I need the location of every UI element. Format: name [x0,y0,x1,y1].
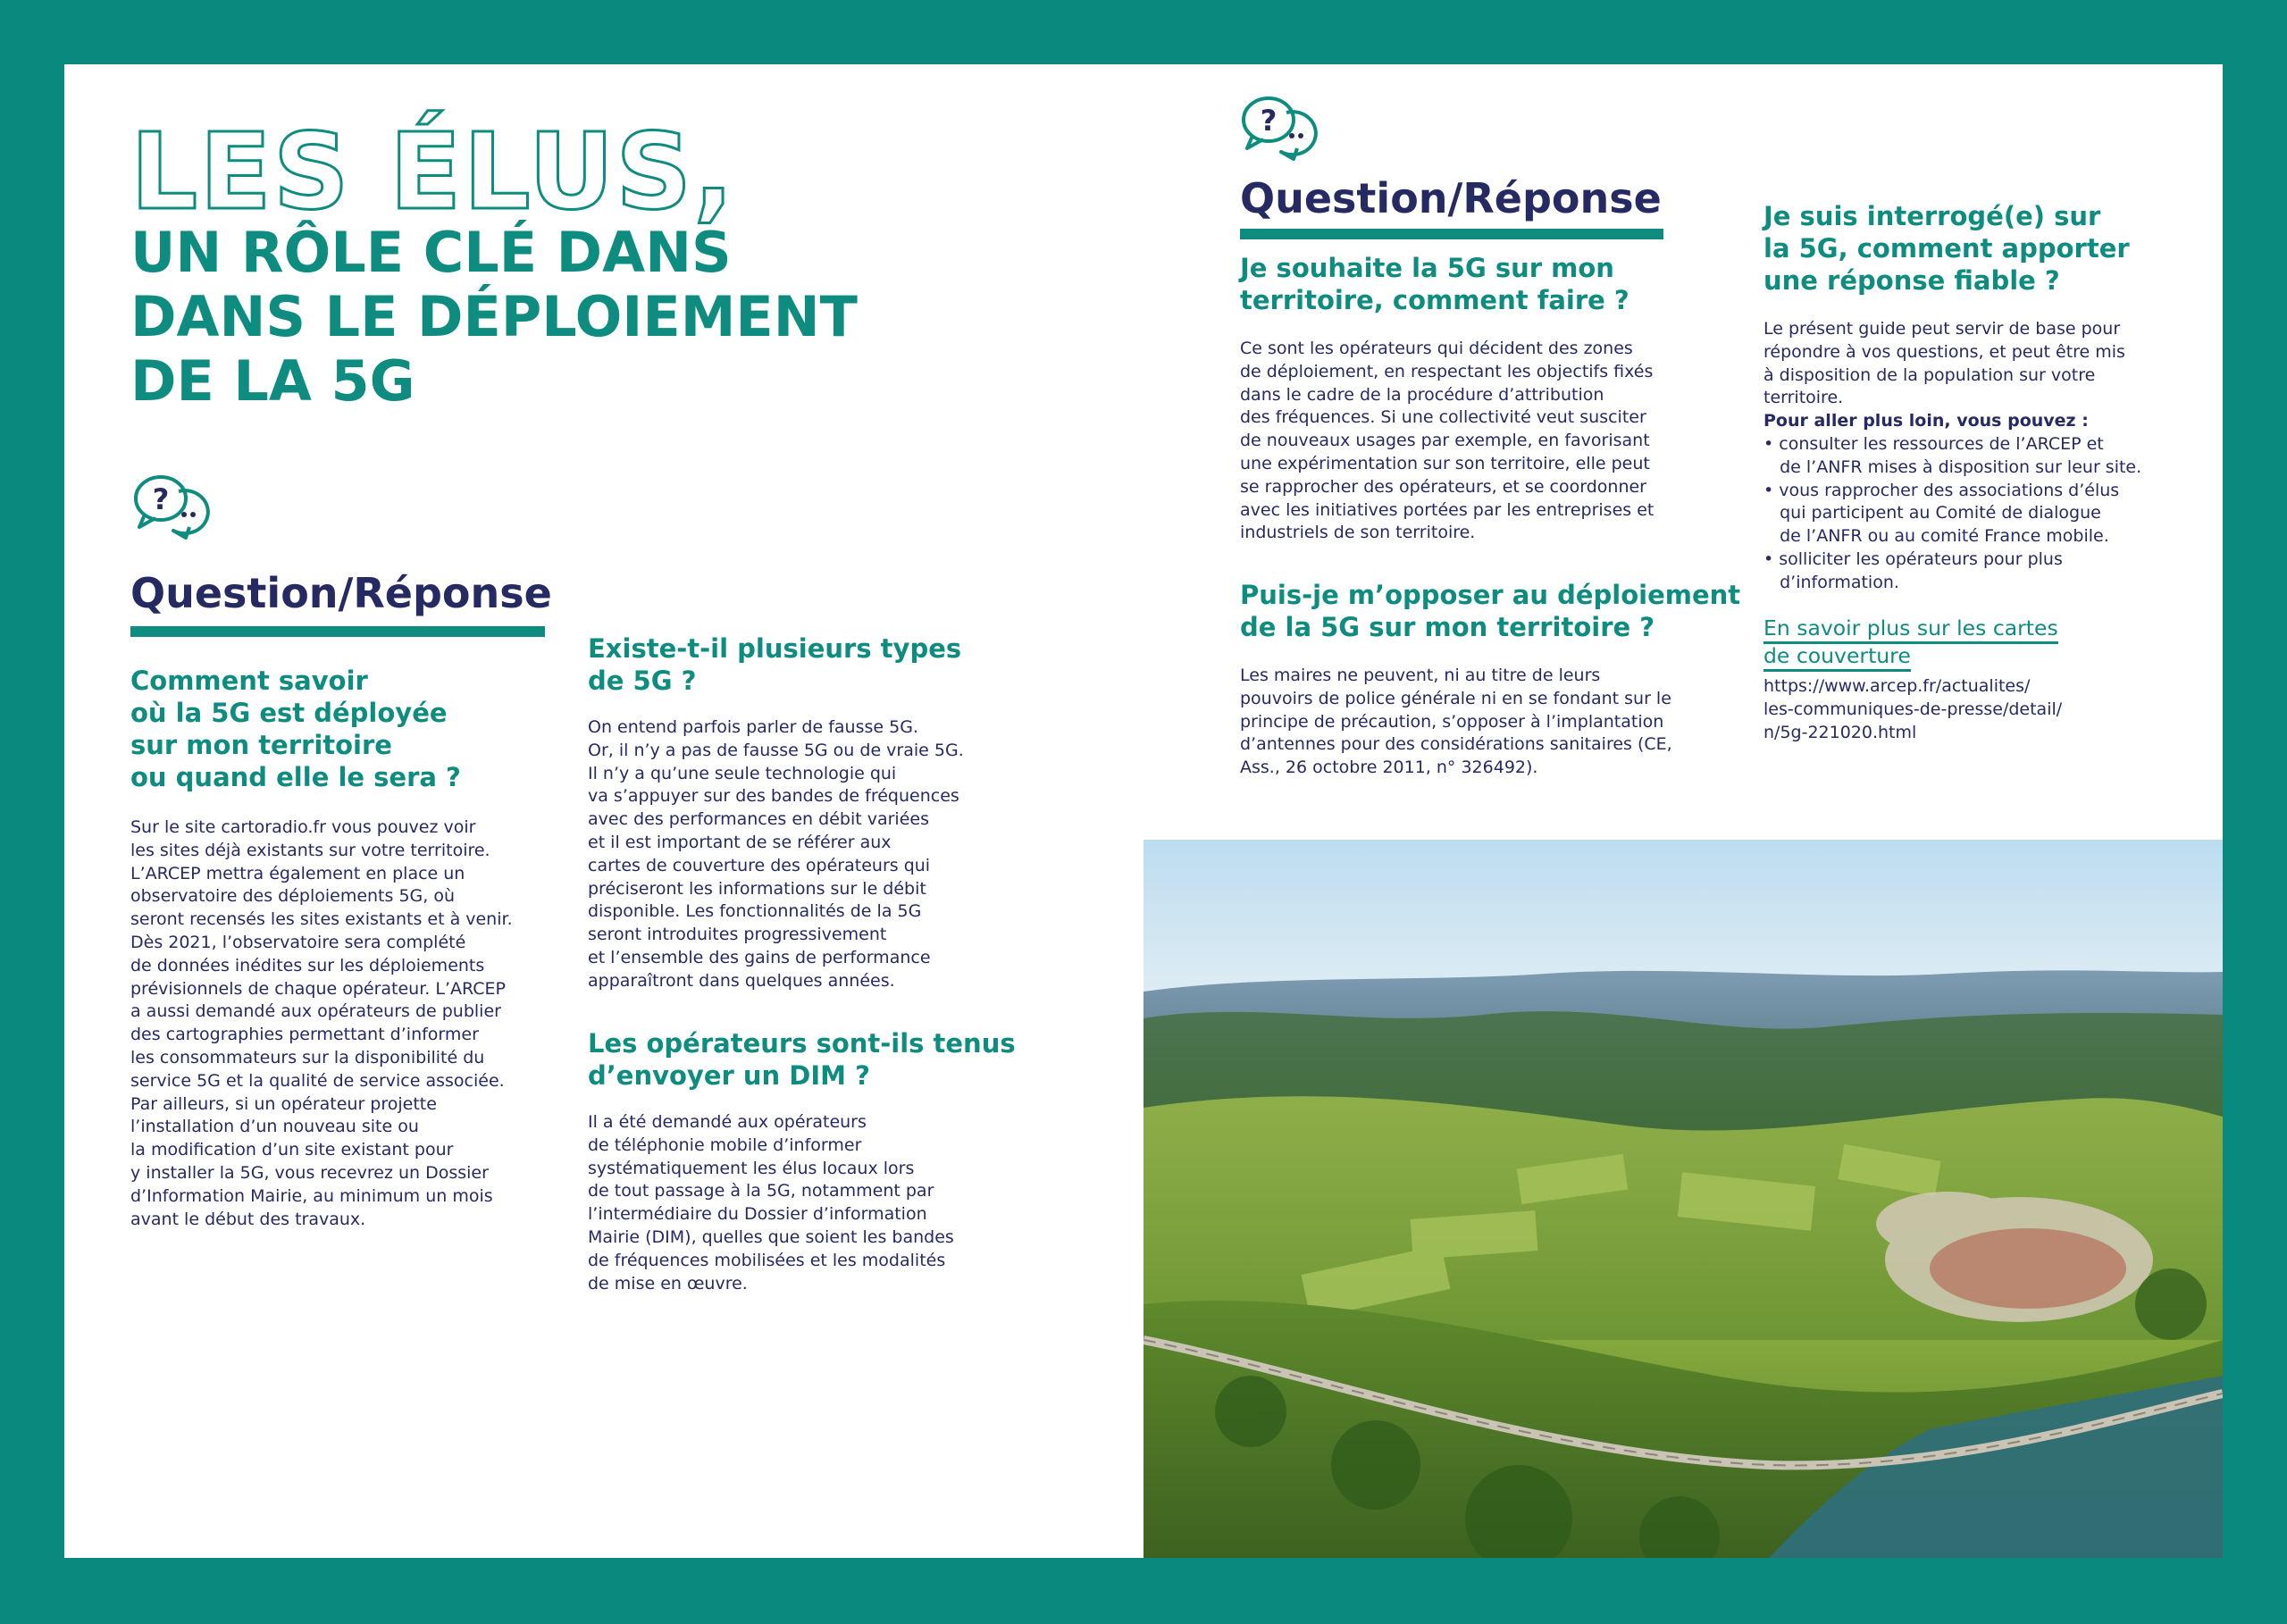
question-title [1240,579,1740,643]
answer-line: cartes de couverture des opérateurs qui [588,855,931,875]
link-line[interactable]: En savoir plus sur les cartes [1763,615,2058,644]
bullet-line: • vous rapprocher des associations d’élus [1763,480,2120,500]
question-line: de 5G ? [588,666,697,696]
answer-line: Or, il n’y a pas de fausse 5G ou de vraie 5G. [588,740,964,760]
answer-text [130,816,513,1231]
more-label-text: Pour aller plus loin, vous pouvez : [1763,411,2089,431]
answer-line: d’Information Mairie, au minimum un mois [130,1185,493,1206]
answer-line: se rapprocher des opérateurs, et se coordonner [1240,476,1646,497]
bullet-line: • solliciter les opérateurs pour plus [1763,548,2063,569]
url-line[interactable]: les-communiques-de-presse/detail/ [1763,699,2063,719]
section-heading-right: Question/Réponse [1240,174,1662,222]
answer-line: de nouveaux usages par exemple, en favorisant [1240,431,1650,451]
answer-line: Il a été demandé aux opérateurs [588,1112,867,1132]
bullet-line: de l’ANFR mises à disposition sur leur site. [1763,456,2142,477]
heading-underline [1240,229,1663,239]
question-line: Comment savoir [130,666,368,696]
answer-text [1763,318,2141,595]
question-chat-bubbles-icon [130,472,211,540]
answer-line: disponible. Les fonctionnalités de la 5G [588,901,922,922]
answer-line: les sites déjà existants sur votre territoire. [130,840,490,860]
answer-line: avant le début des travaux. [130,1209,366,1229]
answer-line: l’intermédiaire du Dossier d’information [588,1204,927,1225]
url-line[interactable]: https://www.arcep.fr/actualites/ [1763,676,2031,696]
answer-line: préciseront les informations sur le débit [588,878,926,899]
answer-line: On entend parfois parler de fausse 5G. [588,717,918,737]
answer-line: de téléphonie mobile d’informer [588,1134,862,1155]
bullet-line: d’information. [1763,572,1899,592]
title-line: DE LA 5G [130,348,415,414]
url-line[interactable]: n/5g-221020.html [1763,722,1917,742]
answer-text [1240,338,1654,545]
question-title [588,1027,1016,1092]
question-title [588,632,961,697]
answer-line: systématiquement les élus locaux lors [588,1158,915,1178]
title-outline-text: LES ÉLUS, [130,110,736,233]
answer-line: et il est important de se référer aux [588,832,892,852]
title-line: DANS LE DÉPLOIEMENT [130,284,858,349]
question-line: Les opérateurs sont-ils tenus [588,1028,1016,1059]
answer-line: y installer la 5G, vous recevrez un Dossier [130,1162,489,1183]
question-line: ou quand elle le sera ? [130,762,461,792]
answer-line: observatoire des déploiements 5G, où [130,886,456,907]
question-line: la 5G, comment apporter [1763,233,2130,264]
answer-line: seront introduites progressivement [588,925,887,945]
question-line: sur mon territoire [130,730,392,760]
svg-text:?: ? [152,482,170,516]
question-line: Je souhaite la 5G sur mon [1240,253,1614,283]
link-line[interactable]: de couverture [1763,643,1911,672]
aerial-landscape-photo [1144,840,2223,1558]
bullet-line: qui participent au Comité de dialogue [1763,503,2101,523]
question-line: de la 5G sur mon territoire ? [1240,612,1655,642]
answer-line: territoire. [1763,388,1844,408]
title-main [130,221,858,414]
question-line: d’envoyer un DIM ? [588,1060,870,1091]
answer-line: d’antennes pour des considérations sanitaires (CE, [1240,734,1672,755]
answer-line: des fréquences. Si une collectivité veut susciter [1240,407,1646,428]
heading-underline [130,626,545,637]
answer-line: des cartographies permettant d’informer [130,1025,479,1045]
answer-line: de données inédites sur les déploiements [130,955,485,975]
answer-line: industriels de son territoire. [1240,523,1476,543]
answer-line: de mise en œuvre. [588,1273,748,1293]
answer-line: Mairie (DIM), quelles que soient les bandes [588,1226,954,1247]
answer-line: apparaîtront dans quelques années. [588,970,895,991]
title-line: UN RÔLE CLÉ DANS [130,220,732,285]
answer-line: principe de précaution, s’opposer à l’implantation [1240,711,1664,732]
landscape-illustration [1144,840,2223,1558]
question-line: Puis-je m’opposer au déploiement [1240,580,1741,610]
answer-line: Il n’y a qu’une seule technologie qui [588,763,897,783]
answer-text [588,716,964,993]
question-line: une réponse fiable ? [1763,265,2060,296]
answer-line: seront recensés les sites existants et à venir. [130,909,513,930]
question-title [1240,252,1629,316]
answer-line: L’ARCEP mettra également en place un [130,863,465,883]
answer-line: va s’appuyer sur des bandes de fréquences [588,786,959,807]
question-line: Je suis interrogé(e) sur [1763,201,2101,231]
answer-line: avec les initiatives portées par les entreprises et [1240,499,1655,520]
answer-line: l’installation d’un nouveau site ou [130,1117,419,1137]
answer-line: une expérimentation sur son territoire, elle peut [1240,453,1650,473]
more-label [1763,410,2141,433]
answer-line: de déploiement, en respectant les objectifs fixés [1240,361,1654,381]
bullet-line: de l’ANFR ou au comité France mobile. [1763,526,2109,547]
question-line: territoire, comment faire ? [1240,285,1629,315]
question-title [1763,200,2130,297]
brochure-spread [64,64,2223,1558]
answer-line: Dès 2021, l’observatoire sera complété [130,932,466,952]
answer-line: Ass., 26 octobre 2011, n° 326492). [1240,758,1538,778]
answer-line: Les maires ne peuvent, ni au titre de leurs [1240,666,1601,685]
answer-line: de tout passage à la 5G, notamment par [588,1181,934,1201]
answer-line: service 5G et la qualité de service associée. [130,1070,505,1091]
answer-text [1240,665,1672,780]
answer-line: pouvoirs de police générale ni en se fondant sur le [1240,688,1671,708]
svg-text:?: ? [1260,104,1278,138]
answer-line: à disposition de la population sur votre [1763,364,2096,385]
bullet-line: • consulter les ressources de l’ARCEP et [1763,433,2104,454]
answer-line: Sur le site cartoradio.fr vous pouvez voir [130,817,476,837]
answer-line: Ce sont les opérateurs qui décident des zones [1240,339,1633,358]
answer-line: les consommateurs sur la disponibilité du [130,1047,485,1067]
section-heading-left: Question/Réponse [130,569,552,617]
answer-line: avec des performances en débit variées [588,809,929,830]
answer-line: Le présent guide peut servir de base pour [1763,319,2121,339]
url-text[interactable] [1763,675,2062,744]
question-chat-bubbles-icon [1238,93,1319,161]
answer-line: et l’ensemble des gains de performance [588,947,931,967]
answer-line: dans le cadre de la procédure d’attribution [1240,384,1604,405]
answer-line: la modification d’un site existant pour [130,1140,454,1160]
question-line: Existe-t-il plusieurs types [588,633,962,664]
question-title [130,665,461,793]
answer-line: a aussi demandé aux opérateurs de publier [130,1001,501,1022]
answer-line: prévisionnels de chaque opérateur. L’ARCEP [130,978,506,999]
answer-line: répondre à vos questions, et peut être mis [1763,341,2125,362]
answer-line: Par ailleurs, si un opérateur projette [130,1093,437,1114]
coverage-maps-link[interactable] [1763,615,2058,670]
question-line: où la 5G est déployée [130,698,448,728]
answer-text [588,1111,954,1295]
answer-line: de fréquences mobilisées et les modalités [588,1250,946,1270]
